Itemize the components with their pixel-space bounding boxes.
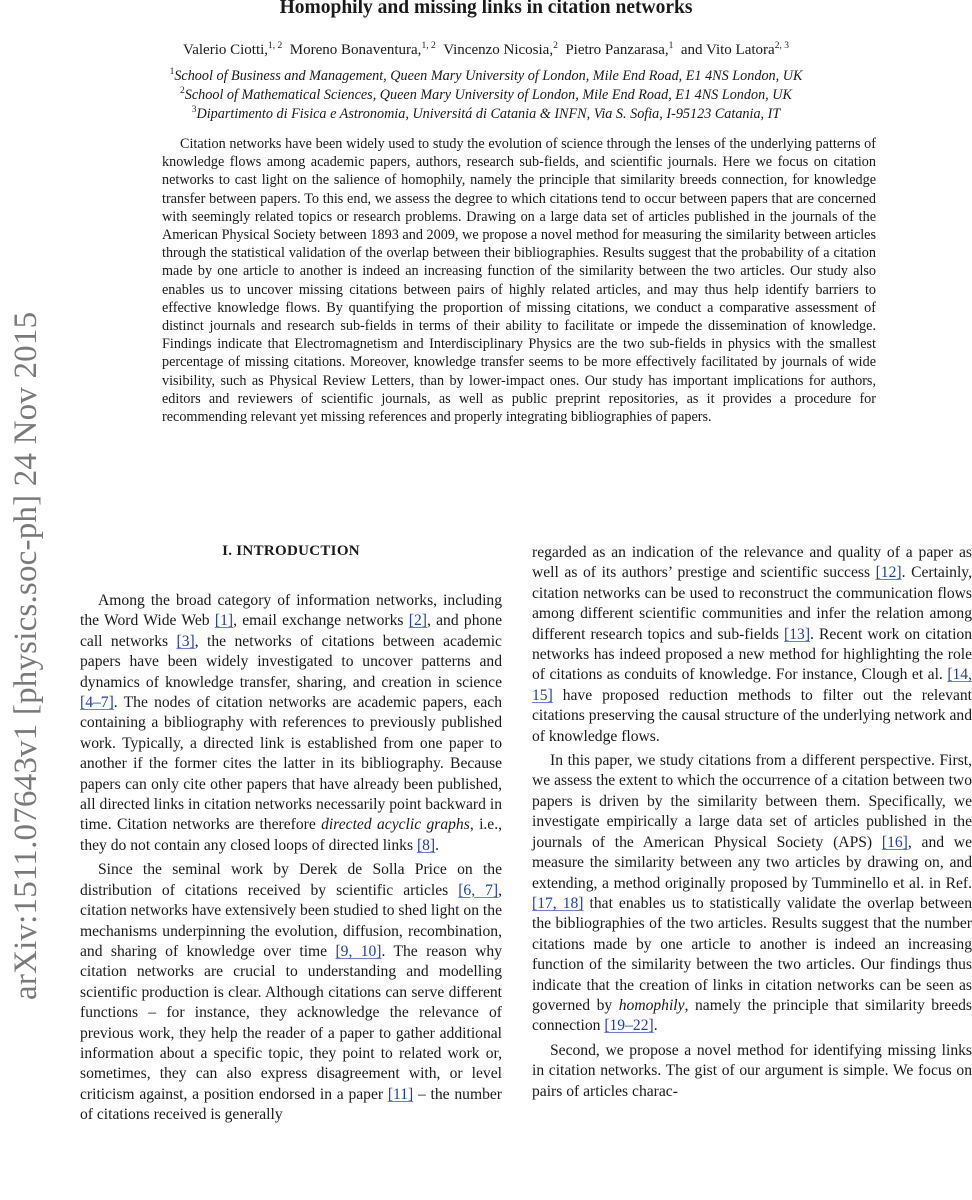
citation-link[interactable]: [13] xyxy=(784,625,811,643)
body-paragraph xyxy=(532,751,972,1037)
citation-link[interactable]: [12] xyxy=(875,564,902,582)
text-run: , the networks of citations between academic papers have been widely investigated to uncover patterns and dynamics of knowledge transfer, sharing, and creation in science xyxy=(80,632,502,691)
paper-title: Homophily and missing links in citation networks xyxy=(279,0,693,18)
right-column xyxy=(532,543,972,1106)
citation-link[interactable]: [6, 7] xyxy=(458,881,499,899)
author: Valerio Ciotti,$^{1, 2}$ xyxy=(183,41,283,58)
section-heading: I. INTRODUCTION xyxy=(222,543,360,559)
body-paragraph xyxy=(532,1041,972,1102)
text-run: . The nodes of citation networks are academic papers, each containing a bibliography with references to previously published work. Typically, a directed link is established from one paper to another if the former cites the latter in its bibliography. Because papers can only cite other papers that have already been published, all directed links in citation networks necessarily point backward in time. Citation networks are therefore xyxy=(80,694,502,834)
author-list xyxy=(60,40,912,60)
text-run: . The reason why citation networks are crucial to understanding and modelling scientific production is clear. Although citations can serve different functions – for instance, they acknowledge the relevance of previous work, they help the reader of a paper to gather additional information about a specific topic, they point to related work or, sometimes, they can also express disagreement with, or level criticism against, a position endorsed in a paper xyxy=(80,942,503,1103)
emphasis-text: homophily xyxy=(618,996,685,1014)
body-paragraph xyxy=(532,543,972,747)
text-run: Second, we propose a novel method for identifying missing links in citation networks. The gist of our argument is simple. We focus on pairs of articles charac- xyxy=(532,1041,972,1100)
text-run: , and phone call networks xyxy=(80,612,503,650)
author: Pietro Panzarasa,$^1$ xyxy=(565,41,674,58)
text-run: that enables us to statistically validate the overlap between the bibliographies of the two articles. Results suggest that the number citations made by one article to another is indeed an increasing function of the similarity between the two articles. Our findings thus indicate that the creation of links in citation networks can be seen as governed by xyxy=(532,894,972,1014)
author: Vincenzo Nicosia,$^2$ xyxy=(443,41,558,58)
text-run: . Certainly, citation networks can be used to reconstruct the communication flows among different scientific communities and infer the relation among different research topics and sub-fields xyxy=(532,564,972,643)
citation-link[interactable]: [14, 15] xyxy=(532,666,972,704)
abstract: Citation networks have been widely used to study the evolution of science through the lenses of the underlying patterns of knowledge flows among academic papers, authors, research sub-fields, and scientific journals. Here we focus on citation networks to cast light on the salience of homophily, namely the principle that similarity breeds connection, for knowledge transfer between papers. To this end, we assess the degree to which citations tend to occur between papers that are concerned with seemingly related topics or research problems. Drawing on a large data set of articles published in the journals of the American Physical Society between 1893 and 2009, we propose a novel method for measuring the similarity between articles through the statistical validation of the overlap between their bibliographies. Results suggest that the probability of a citation made by one article to another is indeed an increasing function of the similarity between the two articles. Our study also enables us to uncover missing citations between pairs of highly related articles, and may thus help identify barriers to effective knowledge flows. By quantifying the proportion of missing citations, we conduct a comparative assessment of distinct journals and research sub-fields in terms of their ability to facilitate or impede the dissemination of knowledge. Findings indicate that Electromagnetism and Interdisciplinary Physics are the two sub-fields in physics with the smallest percentage of missing citations. Moreover, knowledge transfer seems to be more effectively facilitated by journals of wide visibility, such as Physical Review Letters, than by lower-impact ones. Our study has important implications for authors, editors and reviewers of scientific journals, as well as public preprint repositories, as it provides a procedure for recommending relevant yet missing references and properly integrating bibliographies of papers. xyxy=(162,136,876,426)
emphasis-text: directed acyclic graphs xyxy=(321,816,470,834)
text-run: . xyxy=(435,836,440,854)
citation-link[interactable]: [8] xyxy=(416,836,436,854)
affiliation: $^3$Dipartimento di Fisica e Astronomia, Universitá di Catania & INFN, Via S. Sofia, I-95123 Catania, IT xyxy=(191,105,781,122)
affiliation: $^2$School of Mathematical Sciences, Queen Mary University of London, Mile End Road, E1 4NS London, UK xyxy=(180,86,792,103)
text-run: – the number of citations received is generally xyxy=(80,1085,502,1124)
text-run: . Recent work on citation networks has indeed proposed a new method for highlighting the role of citations as conduits of knowledge. For instance, Clough et al. xyxy=(532,625,972,684)
text-run: Since the seminal work by Derek de Solla Price on the distribution of citations received by scientific articles xyxy=(80,861,502,899)
left-column xyxy=(80,541,502,1130)
citation-link[interactable]: [16] xyxy=(881,833,908,851)
citation-link[interactable]: [17, 18] xyxy=(532,894,584,912)
text-run: , email exchange networks xyxy=(233,612,409,630)
citation-link[interactable]: [2] xyxy=(408,612,427,630)
text-run: Among the broad category of information networks, including the Word Wide Web xyxy=(80,592,502,630)
author: Moreno Bonaventura,$^{1, 2}$ xyxy=(289,41,436,58)
text-run: . xyxy=(653,1017,658,1035)
text-run: , namely the principle that similarity breeds connection xyxy=(532,996,972,1035)
arxiv-side-stamp: arXiv:1511.07643v1 [physics.soc-ph] 24 Nov 2015 xyxy=(8,311,44,1000)
author: and Vito Latora$^{2, 3}$ xyxy=(680,41,789,58)
text-run: , i.e., they do not contain any closed loops of directed links xyxy=(80,816,503,854)
citation-link[interactable]: [19–22] xyxy=(604,1017,654,1035)
citation-link[interactable]: [4–7] xyxy=(80,694,114,712)
affiliation: $^1$School of Business and Management, Queen Mary University of London, Mile End Road, E1 4NS London, UK xyxy=(169,67,803,84)
text-run: have proposed reduction methods to filter out the relevant citations preserving the causal structure of the underlying network and of knowledge flows. xyxy=(532,686,972,745)
citation-link[interactable]: [9, 10] xyxy=(335,942,382,960)
text-run: In this paper, we study citations from a different perspective. First, we assess the extent to which the occurrence of a citation between two papers is driven by the similarity between them. Specifically, we investigate empirically a large data set of articles published in the journals of the American Physical Society (APS) xyxy=(532,752,972,851)
text-run: , and we measure the similarity between any two articles by drawing on, and extending, a method originally proposed by Tumminello et al. in Ref. xyxy=(532,833,972,892)
affiliations xyxy=(60,67,912,124)
text-run: , citation networks have extensively been studied to shed light on the mechanisms underpinning the evolution, diffusion, recombination, and sharing of knowledge over time xyxy=(80,881,503,960)
text-run: regarded as an indication of the relevance and quality of a paper as well as of its authors’ prestige and scientific success xyxy=(532,544,972,582)
citation-link[interactable]: [3] xyxy=(176,632,195,650)
body-paragraph xyxy=(80,860,502,1125)
citation-link[interactable]: [11] xyxy=(387,1085,414,1103)
body-paragraph xyxy=(80,591,502,856)
citation-link[interactable]: [1] xyxy=(214,612,234,630)
